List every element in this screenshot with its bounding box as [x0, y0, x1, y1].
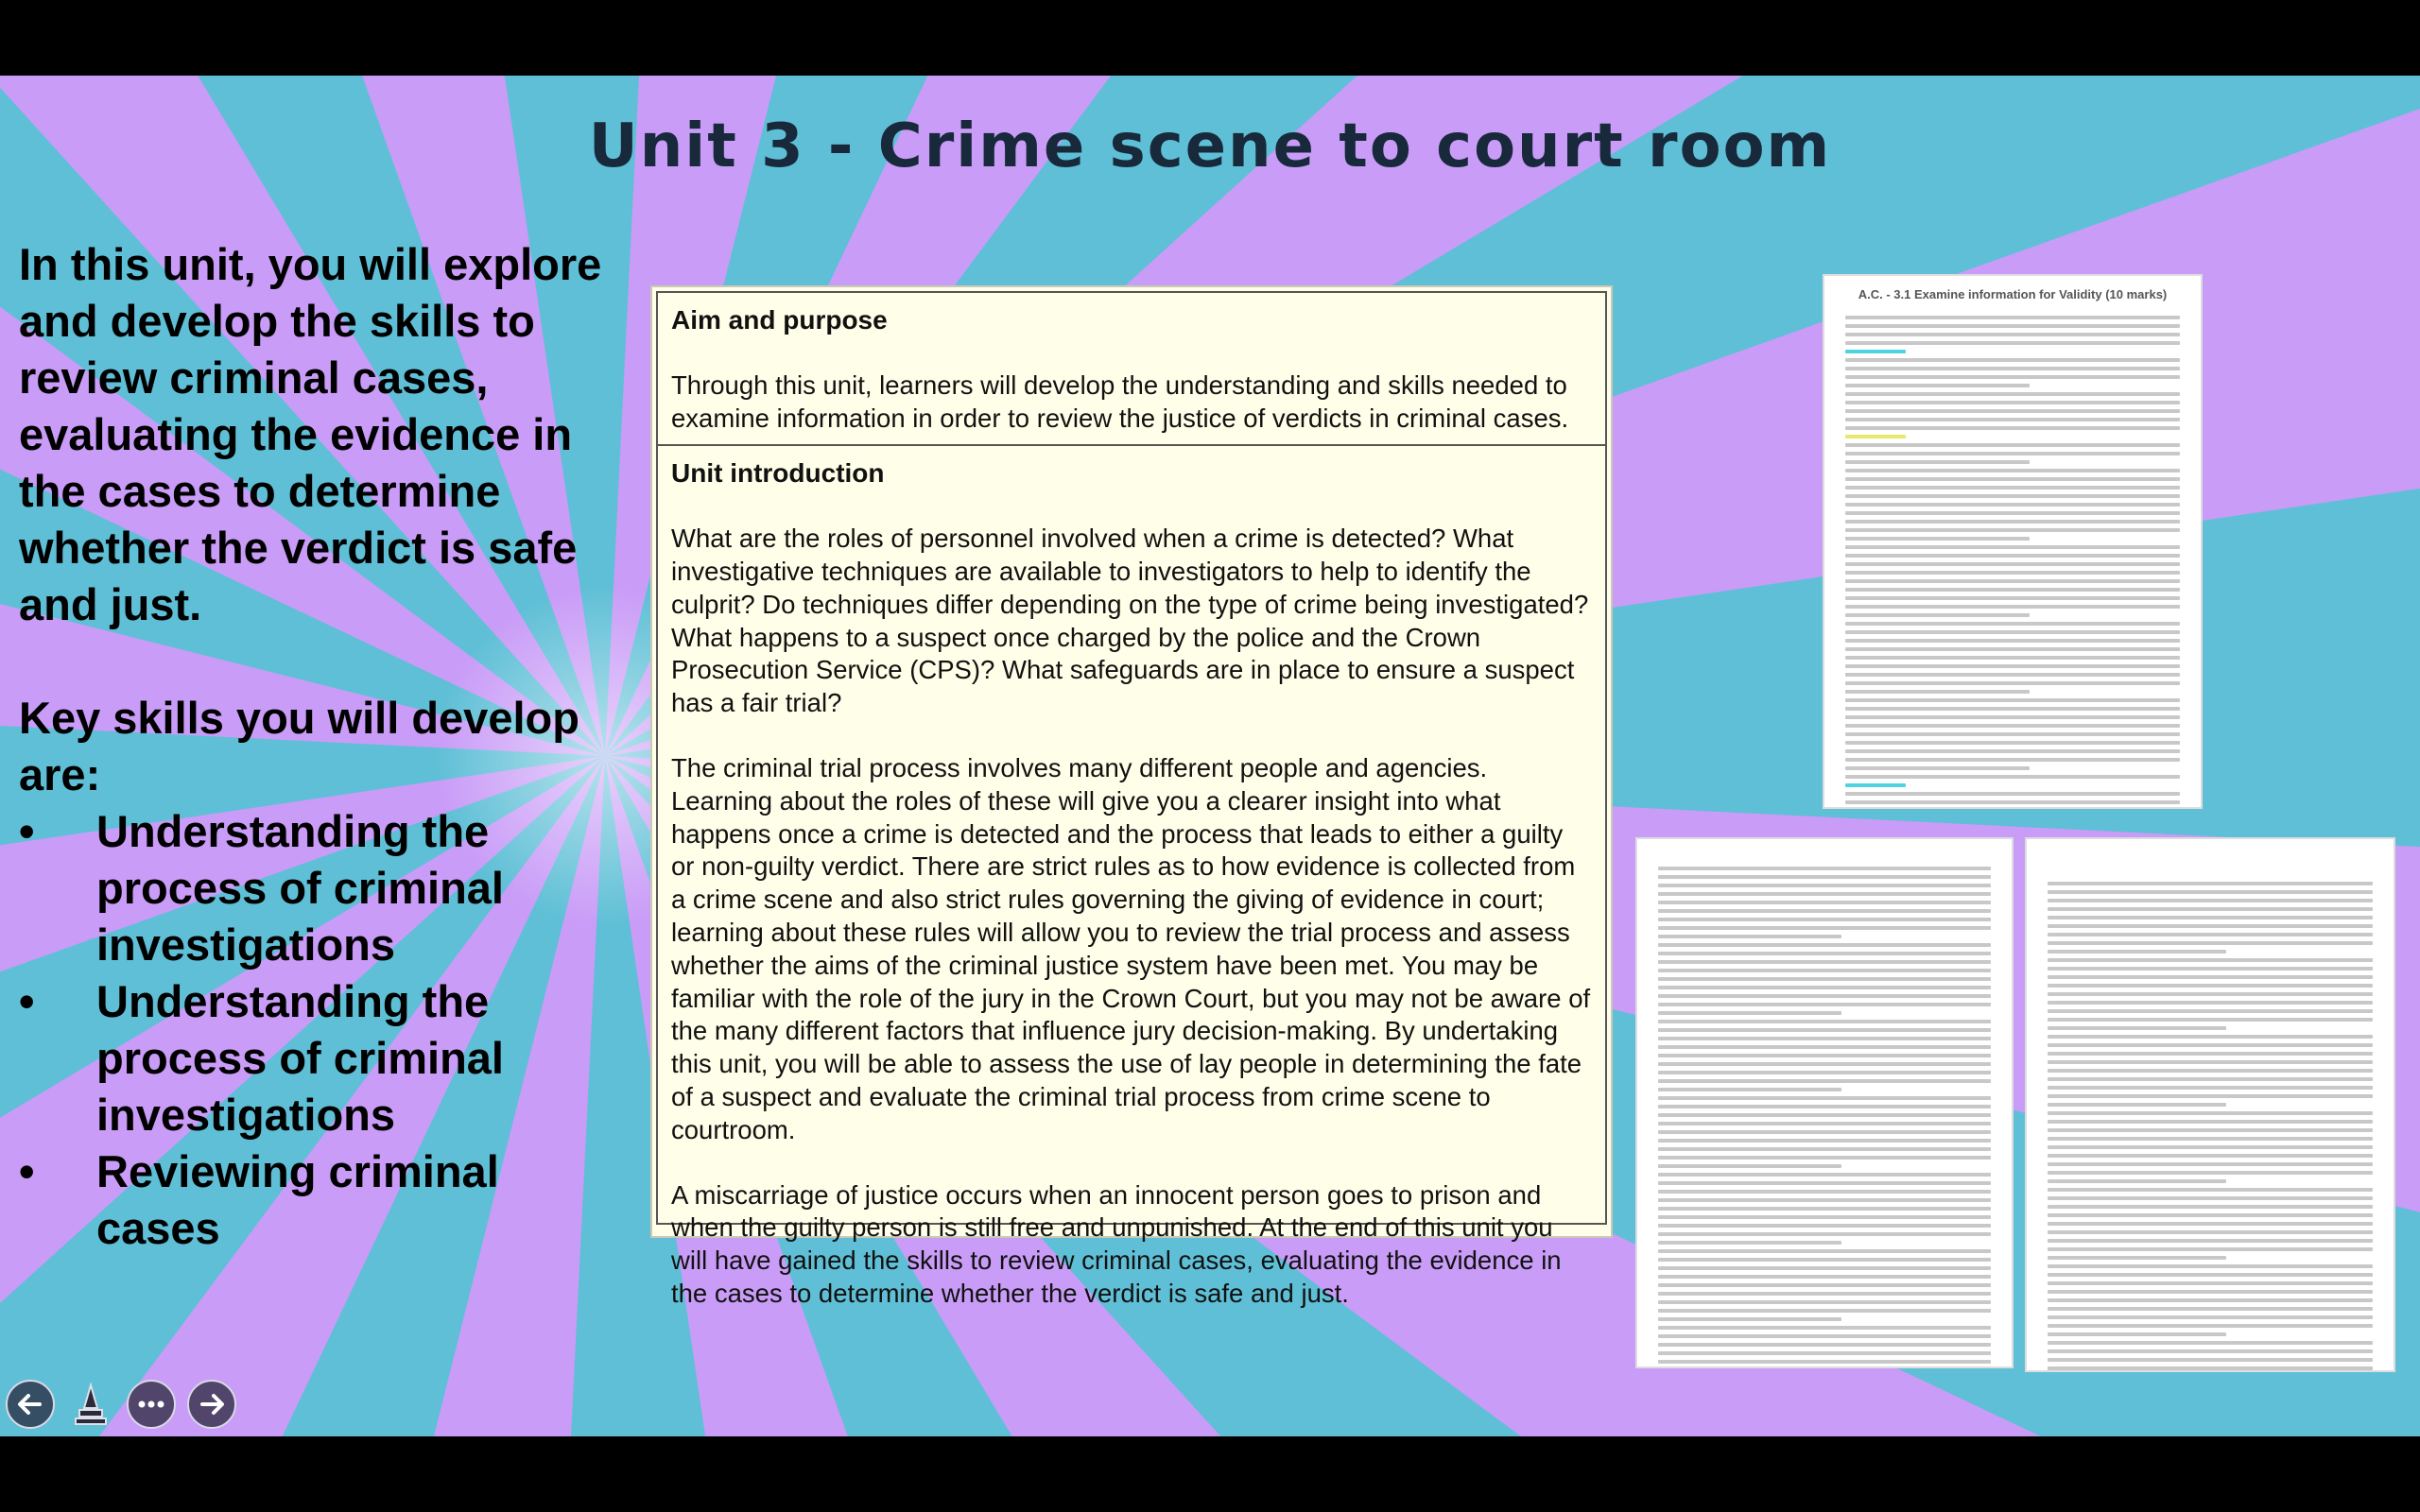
thumbnail-line [1845, 588, 2180, 592]
thumbnail-line [1845, 707, 2180, 711]
thumbnail-line [1845, 426, 2180, 430]
thumbnail-line [1658, 1147, 1991, 1151]
thumbnail-line [1658, 1003, 1991, 1006]
thumbnail-line [2048, 1001, 2373, 1005]
thumbnail-line [2048, 1179, 2226, 1183]
thumbnail-line [2048, 984, 2373, 988]
thumbnail-line [1845, 375, 2180, 379]
thumbnail-line [2048, 1213, 2373, 1217]
thumbnail-line [1658, 1232, 1991, 1236]
thumbnail-line [2048, 899, 2373, 902]
thumbnail-line [2048, 1247, 2373, 1251]
thumbnail-line [1845, 520, 2180, 524]
thumbnail-line [2048, 1349, 2373, 1353]
unit-document-table [656, 291, 1607, 1308]
thumbnail-line [1658, 1011, 1841, 1015]
thumbnail-line [1845, 435, 1906, 438]
thumbnail-line [1658, 1224, 1991, 1228]
pen-icon [66, 1380, 115, 1429]
thumbnail-line [1658, 1292, 1991, 1296]
thumbnail-line [1845, 324, 2180, 328]
thumbnail-line [1658, 1258, 1991, 1262]
thumbnail-line [1658, 1079, 1991, 1083]
aim-text: Through this unit, learners will develop the understanding and skills needed to examine information in order to review the justice of verdicts in criminal cases. [671, 369, 1569, 433]
thumbnail-line [2048, 1086, 2373, 1090]
thumbnail-line [1658, 1113, 1991, 1117]
introduction-paragraph: The criminal trial process involves many different people and agencies. Learning about the roles of these will give you a clearer insight into what happens once a crime is detected and the process that leads to either a guilty or non-guilty verdict. There are strict rules as to how evidence is collected from a crime scene and also strict rules governing the giving of evidence in court; learning about these rules will allow you to review the trial process and assess whether the aims of the criminal justice system have been met. You may be familiar with the role of the jury in the Crown Court, but you may not be aware of the many different factors that influence jury decision-making. By undertaking this unit, you will be able to assess the use of lay people in determining the fate of a suspect and evaluate the criminal trial process from crime scene to courtroom. [671, 752, 1591, 1144]
thumbnail-line [1658, 1198, 1991, 1202]
thumbnail-line [2048, 1018, 2373, 1022]
thumbnail-line [1658, 1156, 1991, 1160]
unit-document-image [650, 285, 1613, 1308]
thumbnail-line [1658, 1351, 1991, 1355]
document-thumbnail [1637, 839, 2012, 1366]
thumbnail-line [1845, 639, 2180, 643]
thumbnail-line [1845, 452, 2180, 455]
thumbnail-line [1658, 1360, 1991, 1364]
bullet: • [19, 1146, 35, 1196]
thumbnail-line [2048, 1222, 2373, 1226]
thumbnail-line [1658, 1028, 1991, 1032]
thumbnail-line [2048, 1230, 2373, 1234]
thumbnail-line [1845, 494, 2180, 498]
thumbnail-line [1658, 1037, 1991, 1040]
thumbnail-line [2048, 1281, 2373, 1285]
thumbnail-line [1845, 622, 2180, 626]
thumbnail-line [2048, 1154, 2373, 1158]
thumbnail-text-lines [2027, 839, 2394, 1370]
thumbnail-line [1845, 545, 2180, 549]
thumbnail-line [2048, 1196, 2373, 1200]
thumbnail-line [1845, 664, 2180, 668]
thumbnail-line [1845, 511, 2180, 515]
thumbnail-line [2048, 1137, 2373, 1141]
thumbnail-line [1845, 469, 2180, 472]
thumbnail-line [1845, 571, 2180, 575]
thumbnail-line [2048, 975, 2373, 979]
thumbnail-line [1658, 969, 1991, 972]
thumbnail-line [2048, 882, 2373, 885]
thumbnail-line [2048, 967, 2373, 971]
thumbnail-line [1658, 977, 1991, 981]
thumbnail-line [1658, 952, 1991, 955]
thumbnail-line [1658, 1054, 1991, 1057]
thumbnail-line [1658, 1275, 1991, 1279]
next-slide-button[interactable] [187, 1380, 236, 1429]
thumbnail-line [1845, 409, 2180, 413]
thumbnail-line [1658, 909, 1991, 913]
thumbnail-line [2048, 1366, 2373, 1370]
thumbnail-line [1845, 350, 1906, 353]
thumbnail-line [1845, 333, 2180, 336]
thumbnail-line [1658, 926, 1991, 930]
thumbnail-line [1845, 792, 2180, 796]
thumbnail-line [2048, 1341, 2373, 1345]
slide [0, 76, 2420, 1436]
thumbnail-line [1845, 367, 2180, 370]
thumbnail-line [1845, 690, 2030, 694]
thumbnail-line [2048, 1290, 2373, 1294]
thumbnail-line [1845, 418, 2180, 421]
thumbnail-line [2048, 1188, 2373, 1192]
thumbnail-line [1845, 630, 2180, 634]
thumbnail-line [1845, 681, 2180, 685]
thumbnail-line [1658, 943, 1991, 947]
thumbnail-line [1658, 1266, 1991, 1270]
thumbnail-line [1658, 935, 1841, 938]
document-thumbnail [1824, 276, 2201, 807]
thumbnail-line [1845, 341, 2180, 345]
thumbnail-line [1658, 1164, 1841, 1168]
thumbnail-line [1845, 766, 2030, 770]
thumbnail-line [2048, 1239, 2373, 1243]
thumbnail-line [2048, 941, 2373, 945]
introduction-section [658, 444, 1605, 1319]
skill-item [19, 973, 586, 1143]
thumbnail-line [1658, 994, 1991, 998]
thumbnail-line [1658, 1020, 1991, 1023]
thumbnail-line [1658, 1207, 1991, 1211]
aim-heading: Aim and purpose [671, 305, 888, 335]
skill-text: Understanding the process of criminal investigations [96, 976, 504, 1140]
thumbnail-line [1845, 316, 2180, 319]
thumbnail-line [1845, 460, 2030, 464]
thumbnail-line [1845, 783, 1906, 787]
thumbnail-line [2048, 924, 2373, 928]
intro-text: In this unit, you will explore and develop the skills to review criminal cases, evaluating the evidence in the cases to determine whether the verdict is safe and just. [19, 239, 602, 629]
thumbnail-line [2048, 907, 2373, 911]
thumbnail-line [1845, 358, 2180, 362]
thumbnail-line [1845, 749, 2180, 753]
thumbnail-line [1658, 1045, 1991, 1049]
thumbnail-line [1658, 960, 1991, 964]
thumbnail-line [1845, 656, 2180, 660]
thumbnail-line [1658, 1343, 1991, 1347]
thumbnail-line [1658, 1300, 1991, 1304]
thumbnail-line [1658, 1139, 1991, 1143]
introduction-paragraph: A miscarriage of justice occurs when an innocent person goes to prison and when the guilty person is still free and unpunished. At the end of this unit you will have gained the skills to review criminal cases, evaluating the evidence in the cases to determine whether the verdict is safe and just. [671, 1179, 1562, 1308]
thumbnail-line [1845, 477, 2180, 481]
thumbnail-line [1658, 1181, 1991, 1185]
skills-list [19, 803, 586, 1257]
thumbnail-line [1658, 1215, 1991, 1219]
thumbnail-line [1845, 503, 2180, 507]
introduction-heading: Unit introduction [671, 458, 885, 489]
thumbnail-line [1658, 875, 1991, 879]
skills-heading: Key skills you will develop are: [19, 693, 579, 799]
thumbnail-line [1658, 986, 1991, 989]
thumbnail-line [2048, 992, 2373, 996]
thumbnail-line [1658, 1130, 1991, 1134]
thumbnail-line [1658, 867, 1991, 870]
thumbnail-line [1845, 647, 2180, 651]
thumbnail-line [1845, 554, 2180, 558]
thumbnail-line [1845, 579, 2180, 583]
thumbnail-line [2048, 1264, 2373, 1268]
thumbnail-line [1845, 800, 2180, 804]
thumbnail-line [1845, 613, 2030, 617]
thumbnail-line [1845, 724, 2180, 728]
thumbnail-line [1845, 486, 2180, 490]
bullet: • [19, 806, 35, 856]
thumbnail-line [2048, 950, 2226, 954]
slide-title: Unit 3 - Crime scene to court room [588, 112, 1832, 181]
document-thumbnail [2027, 839, 2394, 1370]
arrow-right-icon [189, 1382, 234, 1427]
thumbnail-line [1658, 1309, 1991, 1313]
skill-text: Reviewing criminal cases [96, 1146, 499, 1253]
thumbnail-line [2048, 1358, 2373, 1362]
thumbnail-line [2048, 1256, 2226, 1260]
thumbnail-line [1658, 1122, 1991, 1125]
thumbnail-line [1658, 1317, 1841, 1321]
thumbnail-line [1845, 562, 2180, 566]
thumbnail-line [2048, 1060, 2373, 1064]
previous-slide-button[interactable] [6, 1380, 55, 1429]
thumbnail-line [1845, 732, 2180, 736]
thumbnail-line [2048, 958, 2373, 962]
thumbnail-line [1845, 775, 2180, 779]
thumbnail-line [2048, 1145, 2373, 1149]
thumbnail-line [1845, 715, 2180, 719]
thumbnail-line [2048, 1324, 2373, 1328]
thumbnail-line [1658, 1173, 1991, 1177]
thumbnail-line [1845, 401, 2180, 404]
thumbnail-line [2048, 1298, 2373, 1302]
thumbnail-line [2048, 1009, 2373, 1013]
thumbnail-line [1658, 901, 1991, 904]
skill-item [19, 803, 586, 973]
thumbnail-line [2048, 1094, 2373, 1098]
more-options-button[interactable] [127, 1380, 176, 1429]
thumbnail-line [2048, 1111, 2373, 1115]
thumbnail-line [1845, 537, 2030, 541]
thumbnail-text-lines [1637, 839, 2012, 1366]
thumbnail-line [2048, 1162, 2373, 1166]
thumbnail-line [2048, 1069, 2373, 1073]
thumbnail-title: A.C. - 3.1 Examine information for Validity (10 marks) [1858, 287, 2168, 301]
thumbnail-line [2048, 1307, 2373, 1311]
thumbnail-line [2048, 1315, 2373, 1319]
thumbnail-line [2048, 1043, 2373, 1047]
thumbnail-line [1845, 605, 2180, 609]
skill-text: Understanding the process of criminal investigations [96, 806, 504, 970]
pen-tool-button[interactable] [66, 1380, 115, 1429]
thumbnail-line [1658, 918, 1991, 921]
thumbnail-line [1658, 1249, 1991, 1253]
thumbnail-line [1658, 1088, 1841, 1091]
bullet: • [19, 976, 35, 1026]
arrow-left-icon [8, 1382, 53, 1427]
thumbnail-line [1658, 1071, 1991, 1074]
thumbnail-line [2048, 1332, 2226, 1336]
thumbnail-line [1658, 892, 1991, 896]
thumbnail-line [2048, 1103, 2226, 1107]
thumbnail-line [2048, 1128, 2373, 1132]
thumbnail-line [1658, 1105, 1991, 1108]
thumbnail-line [1845, 596, 2180, 600]
thumbnail-line [1845, 741, 2180, 745]
thumbnail-line [1658, 1190, 1991, 1194]
introduction-paragraph: What are the roles of personnel involved when a crime is detected? What investigative techniques are available to investigators to help to identify the culprit? Do techniques differ depending on the type of crime being investigated? What happens to a suspect once charged by the police and the Crown Prosecution Service (CPS)? What safeguards are in place to ensure a suspect has a fair trial? [671, 524, 1589, 718]
thumbnail-line [2048, 1052, 2373, 1056]
thumbnail-line [1845, 528, 2180, 532]
skill-item [19, 1143, 586, 1257]
thumbnail-line [1658, 1334, 1991, 1338]
thumbnail-line [1658, 1241, 1841, 1245]
thumbnail-line [2048, 1026, 2226, 1030]
thumbnail-line [2048, 933, 2373, 936]
thumbnail-line [2048, 1171, 2373, 1175]
thumbnail-text-lines [1824, 301, 2201, 807]
thumbnail-line [2048, 916, 2373, 919]
thumbnail-line [2048, 1077, 2373, 1081]
aim-section [658, 293, 1605, 444]
thumbnail-line [2048, 1035, 2373, 1039]
thumbnail-line [2048, 1205, 2373, 1209]
thumbnail-line [1845, 673, 2180, 677]
thumbnail-line [1658, 1096, 1991, 1100]
thumbnail-line [2048, 890, 2373, 894]
thumbnail-line [1845, 384, 2030, 387]
more-icon [129, 1382, 174, 1427]
thumbnail-line [1658, 884, 1991, 887]
thumbnail-line [1845, 392, 2180, 396]
thumbnail-line [1845, 443, 2180, 447]
thumbnail-line [1658, 1062, 1991, 1066]
thumbnail-line [1658, 1283, 1991, 1287]
thumbnail-line [2048, 1120, 2373, 1124]
thumbnail-line [1845, 758, 2180, 762]
thumbnail-line [2048, 1273, 2373, 1277]
thumbnail-line [1658, 1326, 1991, 1330]
thumbnail-line [1845, 698, 2180, 702]
